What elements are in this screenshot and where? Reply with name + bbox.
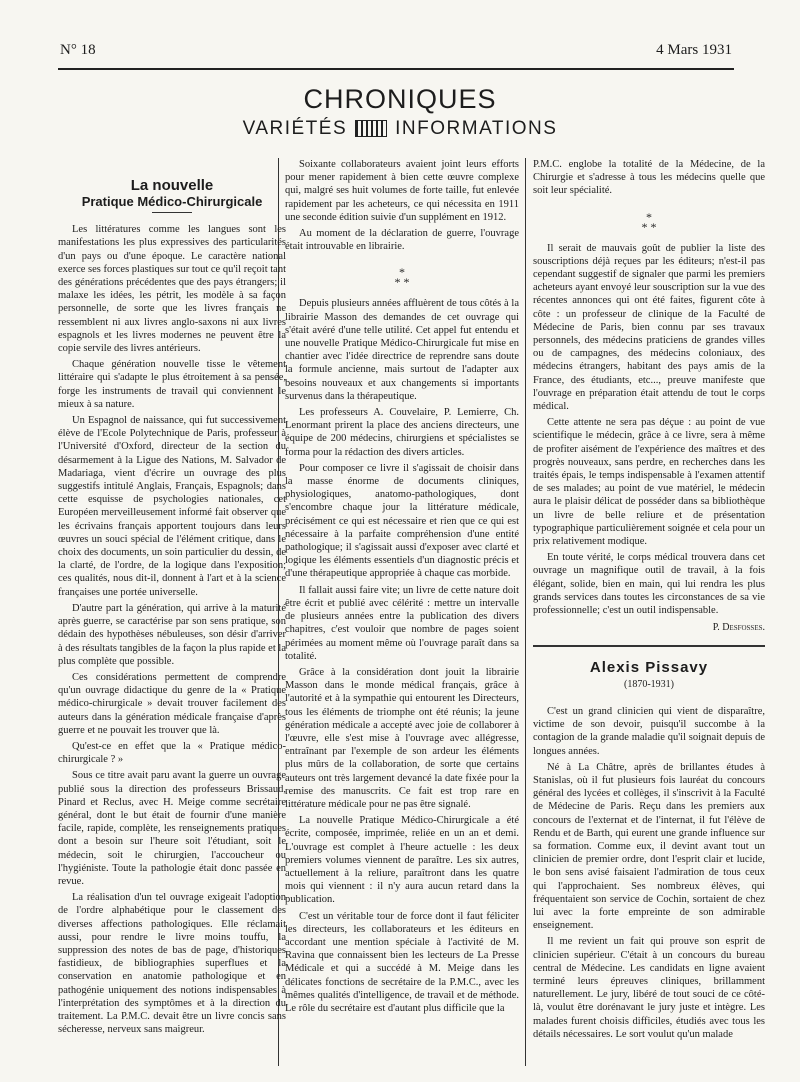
paragraph: Un Espagnol de naissance, qui fut successivement élève de l'Ecole Polytechnique de Paris, professeur à l'Université d'Oxford, directeur de la section du désarmement à la Ligue des Nations, M. Salvador de Madariaga, vient d'écrire un ouvrage des plus suggestifs intitulé Anglais, Français, Espagnols; dans cette esquisse de psychologies nationales, cet Européen merveilleusement informé fait observer que les écrivains français apportent toujours dans leurs œuvres un souci spécial de l'élément critique, dans le choix des documents, un soin particulier du dessin, de la clarté, de l'ordre, de la logique dans l'exposition; ces qualités, nous dit-il, donnent à l'art et à la science françaises une portée universelle. xyxy=(58,415,286,598)
star-mark: * xyxy=(646,209,652,224)
title-rule xyxy=(152,212,192,213)
paragraph: Sous ce titre avait paru avant la guerre un ouvrage publié sous la direction des professeurs Brissaud, Pinard et Reclus, avec H. Meige comme secrétaire général, dont le but était de fournir d'une manière facile, rapide, complète, les renseignements pratiques dont a besoin sur l'heure soit l'étudiant, soit le médecin, soit le chirurgien, l'accoucheur ou l'hygiéniste. Toute la pathologie était donc passée en revue. xyxy=(58,770,286,887)
paragraph: Grâce à la considération dont jouit la librairie Masson dans le monde médical français, grâce à l'autorité et à la sympathie qui entourent les Directeurs, tous les éléments de triomphe ont été réunis; la jeune génération médicale a accepté avec joie de collaborer à l'œuvre, elle s'est mise à l'ouvrage avec allégresse, entraînant par l'exemple de son ardeur les éléments plus mûrs de la collaboration, de sorte que certains auteurs ont très largement devancé la date fixée pour la remise des manuscrits. Ce fait est trop rare en littérature médicale pour ne pas être signalé. xyxy=(285,666,519,810)
paragraph: Il me revient un fait qui prouve son esprit de clinicien supérieur. C'était à un concours du bureau central de Médecine. Les candidats en ligne avaient terminé leurs épreuves cliniques, brillamment naturellement. Le jury, libéré de tout souci de ce côté-là, voulut être dorénavant le jury juste et intègre. Les malades furent choisis difficiles, étudiés avec tous les détails nécessaires. Le sort voulut qu'un malade xyxy=(533,936,765,1040)
section-title: CHRONIQUES xyxy=(303,84,497,114)
paragraph: La réalisation d'un tel ouvrage exigeait l'adoption de l'ordre alphabétique pour le classement des diverses affections pathologiques. Elle réclamait aussi, pour rendre le livre moins touffu, la suppression des notes de bas de page, d'historiques fastidieux, de bibliographies superflues et la conservation en anatomie pathologique et en pathogénie uniquement des notions indispensables à l'interprétation des symptômes et à la direction du traitement. La P.M.C. devait être un livre concis sans sécheresse, nerveux sans maigreur. xyxy=(58,892,286,1036)
paragraph: C'est un véritable tour de force dont il faut féliciter les directeurs, les collaborateurs et les éditeurs en accordant une mention spéciale à l'activité de M. Ravina que connaissent bien les lecteurs de La Presse Médicale et qui a succédé à M. Meige dans les délicates fonctions de secrétaire de la P.M.C., avec les mêmes qualités d'intelligence, de travail et de méthode. Le rôle du secrétaire est d'autant plus difficile que la xyxy=(285,910,519,1014)
paragraph: P.M.C. englobe la totalité de la Médecine, de la Chirurgie et s'adresse à tous les médecins quelle que soit leur spécialité. xyxy=(533,159,765,197)
ornament-icon xyxy=(355,120,387,137)
subtitle-left: VARIÉTÉS xyxy=(242,118,348,139)
paragraph: En toute vérité, le corps médical trouvera dans cet ouvrage un magnifique outil de travail, à la fois élégant, solide, bien en main, qui lui rendra les plus grands services dans toutes les circonstances de sa vie professionnelle; c'est un outil indispensable. xyxy=(533,552,765,617)
paragraph: C'est un grand clinicien qui vient de disparaître, victime de son devoir, puisqu'il succombe à la contagion de la grande maladie qu'il soignait depuis de longues années. xyxy=(533,705,765,757)
column-1 xyxy=(58,158,286,1068)
obituary-title: Alexis Pissavy xyxy=(589,658,709,676)
paragraph: Les littératures comme les langues sont les manifestations les plus expressives des particularités d'un pays ou d'une époque. Le caractère national exerce ses forces plastiques sur tout ce qu'il reçoit tant des générations précédentes que des pays étrangers; il malaxe les idées, les pétrit, les modèle à sa façon personnelle, de sorte que les livres français ne ressemblent ni aux livres anglo-saxons ni aux livres espagnols et les livres modernes ne peuvent être la copie servile des livres antérieurs. xyxy=(58,224,286,355)
paragraph: Depuis plusieurs années affluèrent de tous côtés à la librairie Masson des demandes de cet ouvrage qui s'était avéré d'une telle utilité. Cet appel fut entendu et une nouvelle Pratique Médico-Chirurgicale fut mise en chantier avec l'idée directrice de reprendre sans doute la formule ancienne, mais surtout de l'adapter aux besoins nouveaux et aux changements si importants survenus dans la thérapeutique. xyxy=(285,298,519,402)
article-title: La nouvelle xyxy=(130,177,214,194)
page-header xyxy=(60,42,732,64)
column-2 xyxy=(285,158,519,1068)
obituary-dates: (1870-1931) xyxy=(624,678,674,690)
column-3 xyxy=(533,158,765,1068)
paragraph: Il fallait aussi faire vite; un livre de cette nature doit être écrit et publié avec célérité : mettre un intervalle de plusieurs années entre la publication des divers chapitres, c'est vouloir que nombre de pages soient périmées au moment même où l'ouvrage paraît dans sa totalité. xyxy=(285,584,519,662)
article-separator xyxy=(533,645,765,647)
section-subtitle xyxy=(0,118,800,140)
star-mark: * * xyxy=(394,275,410,290)
paragraph: Soixante collaborateurs avaient joint leurs efforts pour mener rapidement à bien cette œuvre complexe qui, malgré ses huit volumes de forte taille, fut enlevée rapidement par les acheteurs, ce qui nécessita en 1911 une seconde édition suivie d'un supplément en 1912. xyxy=(285,159,519,223)
paragraph: Cette attente ne sera pas déçue : au point de vue scientifique le médecin, grâce à ce livre, sera à même de profiter aisément de l'expérience des maîtres et des progrès nouveaux, sans perdre, en recherches dans les traités épais, le temps indispensable à l'examen attentif de ses malades; au point de vue matériel, le médecin aura le plaisir délicat de posséder dans sa bibliothèque un livre de belle reliure et de présentation typographique particulièrement soignée et cela pour un prix relativement modique. xyxy=(533,417,765,548)
paragraph: La nouvelle Pratique Médico-Chirurgicale a été écrite, composée, imprimée, reliée en un an et demi. L'ouvrage est complet à l'heure actuelle : les deux premiers volumes viennent de paraître. Les six autres, actuellement à la reliure, paraîtront dans les quatre mois qui viennent : il n'y aura aucun retard dans la publication. xyxy=(285,815,519,906)
paragraph: Au moment de la déclaration de guerre, l'ouvrage était introuvable en librairie. xyxy=(285,228,519,253)
article-subtitle: Pratique Médico-Chirurgicale xyxy=(81,194,263,209)
paragraph: Pour composer ce livre il s'agissait de choisir dans la masse énorme de documents cliniques, physiologiques, anatomo-pathologiques, dont s'encombre chaque jour la littérature médicale, précisément ce qui est nécessaire et rien que ce qui est nécessaire à la parfaite compréhension d'une entité pathologique; il s'agissait aussi d'exposer avec clarté et logique les éléments essentiels d'un diagnostic précis et d'une thérapeutique appropriée à chaque cas morbide. xyxy=(285,462,519,580)
paragraph: Les professeurs A. Couvelaire, P. Lemierre, Ch. Lenormant prirent la place des anciens directeurs, une équipe de 200 médecins, chirurgiens et spécialistes se forma pour la rédaction des divers articles. xyxy=(285,407,519,458)
star-mark: * * xyxy=(641,219,657,234)
issue-date: 4 Mars 1931 xyxy=(656,42,732,58)
paragraph: Il serait de mauvais goût de publier la liste des souscriptions déjà reçues par les éditeurs; n'est-il pas cependant suggestif de signaler que parmi les premiers acheteurs ayant envoyé leur souscription sur la vue des récentes annonces qui ont été faites, figurent côte à côte : un professeur de clinique de la Faculté de Médecine de Paris, bien connu par ses travaux personnels, des médecins praticiens de grandes villes ou de campagnes, des médecins coloniaux, des médecins étrangers, habitant des pays amis de la France, des étudiants, etc..., preuve manifeste que l'ouvrage en préparation était attendu de tout le corps médical. xyxy=(533,242,765,413)
paragraph: Ces considérations permettent de comprendre qu'un ouvrage didactique du genre de la « Pratique médico-chirurgicale » devait trouver facilement des auteurs dans la génération médicale française d'après guerre et ne pouvait les trouver que là. xyxy=(58,671,286,736)
header-rule xyxy=(58,68,734,70)
paragraph: Chaque génération nouvelle tisse le vêtement littéraire qui s'adapte le plus étroitement à sa pensée, forge les instruments de travail qui conviennent le mieux à sa nature. xyxy=(58,359,286,410)
article-body xyxy=(58,223,286,1036)
star-mark: * xyxy=(399,265,405,280)
paragraph: Né à La Châtre, après de brillantes études à Stanislas, où il fut plusieurs fois lauréat du concours général des lycées et collèges, il s'inscrivit à la Faculté de Médecine de Paris. Reçu dans les premiers aux concours de l'externat et de l'internat, il fut l'élève de Rendu et de Barth, qui eurent une grande influence sur sa formation. Comme eux, il devint avant tout un clinicien de premier ordre, dont l'esprit clair et lucide, le bon sens avisé faisaient l'admiration de tous ceux qui l'approchaient. Ses nombreux élèves, qui fréquentaient son service de Cochin, sortaient de chez lui avec la forte empreinte de son admirable enseignement. xyxy=(533,761,765,932)
section-separator xyxy=(285,265,519,290)
author-signature: P. Desfosses. xyxy=(712,622,765,634)
paragraph: D'autre part la génération, qui arrive à la maturité après guerre, se caractérise par son sens pratique, son dédain des hypothèses nébuleuses, son désir d'arriver à des résultats tangibles de la façon la plus rapide et la plus complète que possible. xyxy=(58,602,286,667)
column-divider xyxy=(525,158,526,1066)
subtitle-right: INFORMATIONS xyxy=(395,118,558,139)
paragraph: Qu'est-ce en effet que la « Pratique médico-chirurgicale ? » xyxy=(58,740,286,766)
section-separator xyxy=(533,209,765,234)
issue-number: N° 18 xyxy=(60,42,96,58)
